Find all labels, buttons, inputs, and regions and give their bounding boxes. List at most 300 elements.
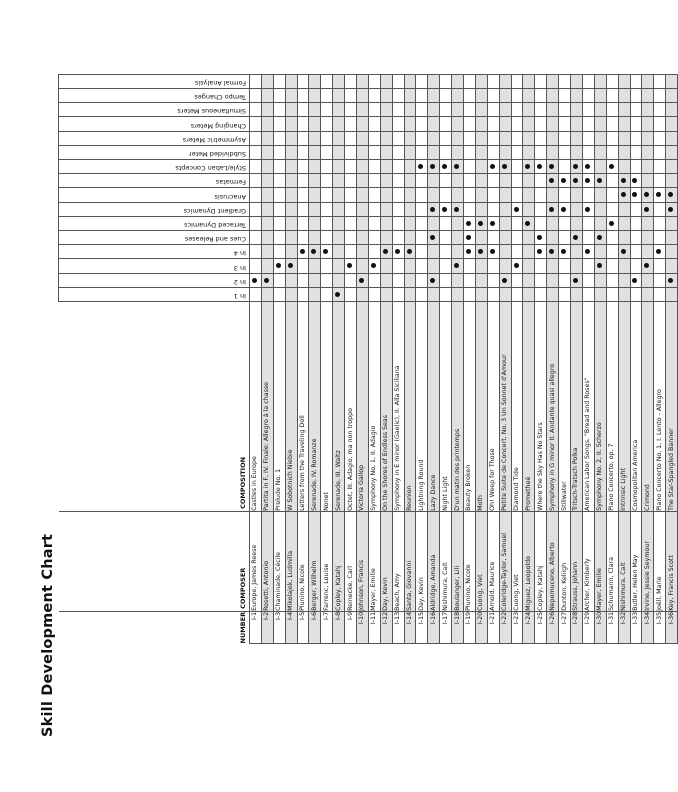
skill-header: Simultaneous Meters <box>177 107 246 116</box>
skill-cell <box>273 273 285 287</box>
skill-cell <box>309 160 321 174</box>
row-composer: Schumann, Clara <box>606 511 618 611</box>
skill-cell <box>666 230 678 244</box>
skill-cell <box>523 74 535 88</box>
skill-cell <box>594 245 606 259</box>
table-row <box>261 74 273 643</box>
table-row <box>487 74 499 643</box>
table-row <box>523 74 535 643</box>
row-composition: Symphony No. 1, II. Adagio <box>368 301 380 511</box>
skill-cell <box>571 145 583 159</box>
skill-cell <box>392 230 404 244</box>
table-row <box>368 74 380 643</box>
skill-cell <box>357 131 369 145</box>
skill-cell <box>404 103 416 117</box>
skill-cell <box>630 89 642 103</box>
skill-cell <box>559 117 571 131</box>
skill-cell <box>250 230 262 244</box>
skill-cell <box>487 74 499 88</box>
skill-cell <box>487 259 499 273</box>
skill-cell <box>416 160 428 174</box>
row-number: I-33 <box>630 611 642 643</box>
row-number: I-13 <box>392 611 404 643</box>
skill-cell <box>464 117 476 131</box>
skill-cell <box>345 89 357 103</box>
skill-cell <box>630 287 642 301</box>
skill-cell <box>475 287 487 301</box>
skill-cell <box>571 188 583 202</box>
skill-cell <box>499 259 511 273</box>
skill-header: Subdivided Meter <box>188 150 246 159</box>
skill-cell <box>416 103 428 117</box>
skill-cell <box>273 174 285 188</box>
row-composer: Strauss, Johann <box>571 511 583 611</box>
skill-cell <box>499 131 511 145</box>
table-row <box>582 74 594 643</box>
skill-header-cell <box>59 131 250 145</box>
skill-mark <box>430 207 435 212</box>
skill-mark <box>537 164 542 169</box>
skill-cell <box>499 273 511 287</box>
skill-cell <box>630 103 642 117</box>
skill-mark <box>490 164 495 169</box>
skill-cell <box>273 245 285 259</box>
skill-cell <box>571 259 583 273</box>
skill-cell <box>511 202 523 216</box>
skill-cell <box>261 174 273 188</box>
skill-cell <box>499 117 511 131</box>
skill-cell <box>333 103 345 117</box>
skill-cell <box>642 103 654 117</box>
skill-cell <box>297 131 309 145</box>
skill-cell <box>321 287 333 301</box>
skill-cell <box>523 89 535 103</box>
skill-header: Formal Analysis <box>194 79 246 88</box>
skill-cell <box>285 188 297 202</box>
row-composition: Intrinsic Light <box>618 301 630 511</box>
skill-cell <box>666 216 678 230</box>
skill-cell <box>475 160 487 174</box>
skill-cell <box>416 216 428 230</box>
row-composition: Oh! Weep for Those <box>487 301 499 511</box>
skill-cell <box>618 131 630 145</box>
skill-cell <box>571 216 583 230</box>
skill-cell <box>250 188 262 202</box>
skill-cell <box>487 273 499 287</box>
skill-cell <box>285 89 297 103</box>
skill-cell <box>618 89 630 103</box>
skill-mark <box>442 207 447 212</box>
skill-cell <box>666 74 678 88</box>
row-number: I-15 <box>416 611 428 643</box>
skill-cell <box>250 174 262 188</box>
skill-cell <box>440 74 452 88</box>
skill-cell <box>380 273 392 287</box>
table-row <box>606 74 618 643</box>
row-composer: Aldridge, Amanda <box>428 511 440 611</box>
skill-mark <box>644 263 649 268</box>
row-number: I-36 <box>666 611 678 643</box>
skill-cell <box>475 131 487 145</box>
skill-cell <box>452 89 464 103</box>
skill-cell <box>547 216 559 230</box>
skill-cell <box>392 188 404 202</box>
skill-cell <box>297 74 309 88</box>
table-row <box>309 74 321 643</box>
skill-cell <box>559 103 571 117</box>
skill-cell <box>428 259 440 273</box>
skill-header-cell <box>59 117 250 131</box>
skill-cell <box>345 287 357 301</box>
row-composer: Santa, Giovanni <box>404 511 416 611</box>
skill-cell <box>309 202 321 216</box>
skill-cell <box>511 174 523 188</box>
skill-mark <box>668 207 673 212</box>
skill-cell <box>666 287 678 301</box>
skill-mark <box>561 207 566 212</box>
row-composition: Lightning Round <box>416 301 428 511</box>
skill-cell <box>333 145 345 159</box>
skill-cell <box>547 202 559 216</box>
skill-cell <box>392 89 404 103</box>
skill-mark <box>609 164 614 169</box>
skill-cell <box>475 74 487 88</box>
skill-cell <box>475 188 487 202</box>
skill-cell <box>452 103 464 117</box>
row-composer: Arnold, Maurice <box>487 511 499 611</box>
skill-mark <box>656 249 661 254</box>
skill-cell <box>666 103 678 117</box>
skill-header-cell <box>59 74 250 88</box>
skill-cell <box>428 89 440 103</box>
skill-mark <box>454 207 459 212</box>
skill-cell <box>416 131 428 145</box>
skill-cell <box>321 245 333 259</box>
skill-cell <box>606 117 618 131</box>
skill-cell <box>297 230 309 244</box>
skill-mark <box>525 221 530 226</box>
table-row <box>630 74 642 643</box>
row-composer: Cuong, Viet <box>475 511 487 611</box>
table-row <box>666 74 678 643</box>
skill-cell <box>559 74 571 88</box>
skill-cell <box>392 273 404 287</box>
skill-table <box>58 74 678 644</box>
table-row <box>571 74 583 643</box>
skill-cell <box>297 273 309 287</box>
skill-cell <box>380 287 392 301</box>
skill-mark <box>573 178 578 183</box>
skill-cell <box>666 160 678 174</box>
skill-cell <box>285 131 297 145</box>
skill-cell <box>594 287 606 301</box>
row-composer: Mayer, Emilie <box>594 511 606 611</box>
row-number: I-27 <box>559 611 571 643</box>
skill-cell <box>368 103 380 117</box>
skill-mark <box>466 235 471 240</box>
skill-mark <box>430 235 435 240</box>
skill-mark <box>288 263 293 268</box>
skill-cell <box>666 245 678 259</box>
skill-cell <box>345 202 357 216</box>
table-row <box>475 74 487 643</box>
skill-cell <box>535 202 547 216</box>
row-number: I-26 <box>547 611 559 643</box>
table-row <box>404 74 416 643</box>
skill-cell <box>452 230 464 244</box>
table-row <box>273 74 285 643</box>
row-composition: D'un matin des printemps <box>452 301 464 511</box>
row-composer: Farrenc, Louise <box>321 511 333 611</box>
skill-cell <box>571 230 583 244</box>
skill-cell <box>321 89 333 103</box>
skill-cell <box>285 216 297 230</box>
skill-cell <box>582 145 594 159</box>
row-composition: Diamond Tide <box>511 301 523 511</box>
skill-cell <box>440 89 452 103</box>
skill-cell <box>511 131 523 145</box>
skill-cell <box>416 287 428 301</box>
skill-cell <box>416 145 428 159</box>
skill-cell <box>368 273 380 287</box>
skill-cell <box>571 160 583 174</box>
skill-cell <box>297 188 309 202</box>
skill-mark <box>549 207 554 212</box>
skill-cell <box>606 245 618 259</box>
skill-cell <box>535 230 547 244</box>
table-row <box>380 74 392 643</box>
row-composition: Symphony in G minor II. Andante quasi allegro <box>547 301 559 511</box>
skill-cell <box>261 245 273 259</box>
skill-cell <box>321 230 333 244</box>
skill-cell <box>440 145 452 159</box>
skill-cell <box>392 74 404 88</box>
skill-cell <box>261 230 273 244</box>
row-composer: Beach, Amy <box>392 511 404 611</box>
skill-mark <box>621 249 626 254</box>
row-composition: Serenade, IV. Romanze <box>309 301 321 511</box>
skill-cell <box>630 188 642 202</box>
skill-cell <box>666 89 678 103</box>
skill-cell <box>297 117 309 131</box>
row-composition: On the Shores of Endless Seas <box>380 301 392 511</box>
row-number: I-30 <box>594 611 606 643</box>
row-composer: Butler, Helen May <box>630 511 642 611</box>
skill-cell <box>523 117 535 131</box>
row-composition: Where the Sky Has No Stars <box>535 301 547 511</box>
skill-cell <box>559 230 571 244</box>
skill-cell <box>475 103 487 117</box>
skill-cell <box>535 131 547 145</box>
skill-cell <box>416 74 428 88</box>
page-title: Skill Development Chart <box>40 533 56 737</box>
skill-cell <box>309 74 321 88</box>
skill-cell <box>582 103 594 117</box>
row-composition: Symphony in E minor (Gaelic), II. Alla Siciliana <box>392 301 404 511</box>
skill-mark <box>347 263 352 268</box>
skill-cell <box>297 245 309 259</box>
skill-cell <box>475 117 487 131</box>
table-row <box>499 74 511 643</box>
skill-cell <box>321 174 333 188</box>
skill-cell <box>642 202 654 216</box>
skill-cell <box>582 174 594 188</box>
row-composition: Serenade, III. Waltz <box>333 301 345 511</box>
skill-mark <box>656 193 661 198</box>
skill-cell <box>594 188 606 202</box>
skill-cell <box>594 174 606 188</box>
table-body <box>250 74 678 643</box>
skill-cell <box>606 202 618 216</box>
skill-mark <box>478 249 483 254</box>
skill-cell <box>582 273 594 287</box>
skill-mark <box>454 263 459 268</box>
skill-cell <box>368 230 380 244</box>
skill-cell <box>345 245 357 259</box>
skill-cell <box>321 145 333 159</box>
skill-cell <box>630 245 642 259</box>
skill-cell <box>321 202 333 216</box>
skill-mark <box>335 292 340 297</box>
skill-cell <box>333 273 345 287</box>
table-row <box>452 74 464 643</box>
skill-cell <box>582 160 594 174</box>
skill-cell <box>273 117 285 131</box>
skill-cell <box>606 103 618 117</box>
skill-header-cell <box>59 145 250 159</box>
skill-cell <box>297 287 309 301</box>
skill-cell <box>428 145 440 159</box>
skill-cell <box>333 89 345 103</box>
skill-cell <box>582 74 594 88</box>
skill-cell <box>499 202 511 216</box>
skill-cell <box>618 117 630 131</box>
skill-mark <box>549 249 554 254</box>
row-composition: The Star-Spangled Banner <box>666 301 678 511</box>
skill-cell <box>499 103 511 117</box>
skill-cell <box>523 188 535 202</box>
skill-cell <box>523 202 535 216</box>
skill-cell <box>630 160 642 174</box>
skill-header: Anacrusis <box>214 192 246 201</box>
skill-cell <box>499 89 511 103</box>
skill-mark <box>407 249 412 254</box>
skill-cell <box>273 287 285 301</box>
table-row <box>654 74 666 643</box>
skill-cell <box>618 74 630 88</box>
skill-cell <box>654 245 666 259</box>
skill-cell <box>273 230 285 244</box>
row-composition: Piano Concerto No. 1, I. Lento - Allegro <box>654 301 666 511</box>
skill-mark <box>514 263 519 268</box>
skill-cell <box>571 131 583 145</box>
skill-mark <box>668 193 673 198</box>
skill-mark <box>323 249 328 254</box>
skill-cell <box>345 103 357 117</box>
row-number: I-18 <box>452 611 464 643</box>
skill-cell <box>547 188 559 202</box>
skill-cell <box>642 131 654 145</box>
skill-cell <box>368 174 380 188</box>
skill-cell <box>606 89 618 103</box>
skill-cell <box>630 117 642 131</box>
skill-mark <box>418 164 423 169</box>
skill-cell <box>285 103 297 117</box>
skill-cell <box>380 145 392 159</box>
skill-cell <box>416 89 428 103</box>
row-number: I-3 <box>273 611 285 643</box>
skill-cell <box>285 74 297 88</box>
skill-cell <box>333 74 345 88</box>
skill-cell <box>511 188 523 202</box>
skill-cell <box>654 216 666 230</box>
skill-cell <box>582 117 594 131</box>
table-row <box>594 74 606 643</box>
skill-cell <box>273 202 285 216</box>
skill-cell <box>642 245 654 259</box>
skill-cell <box>273 103 285 117</box>
skill-cell <box>392 174 404 188</box>
skill-cell <box>357 160 369 174</box>
skill-cell <box>547 117 559 131</box>
skill-cell <box>499 174 511 188</box>
skill-cell <box>392 160 404 174</box>
number-header: NUMBER <box>239 611 247 644</box>
skill-cell <box>487 145 499 159</box>
row-number: I-14 <box>404 611 416 643</box>
skill-cell <box>511 103 523 117</box>
skill-cell <box>547 259 559 273</box>
skill-cell <box>392 131 404 145</box>
skill-cell <box>285 160 297 174</box>
skill-cell <box>380 245 392 259</box>
row-composer: Key, Francis Scott <box>666 511 678 611</box>
skill-cell <box>630 230 642 244</box>
skill-mark <box>597 263 602 268</box>
skill-cell <box>250 160 262 174</box>
skill-cell <box>654 188 666 202</box>
skill-cell <box>487 245 499 259</box>
skill-cell <box>309 245 321 259</box>
skill-cell <box>250 259 262 273</box>
skill-cell <box>285 145 297 159</box>
skill-cell <box>666 259 678 273</box>
skill-cell <box>547 89 559 103</box>
skill-cell <box>464 259 476 273</box>
skill-cell <box>297 259 309 273</box>
skill-cell <box>250 202 262 216</box>
skill-mark <box>264 278 269 283</box>
skill-mark <box>585 207 590 212</box>
skill-cell <box>357 230 369 244</box>
skill-cell <box>380 188 392 202</box>
skill-cell <box>559 89 571 103</box>
skill-cell <box>440 103 452 117</box>
skill-cell <box>547 103 559 117</box>
skill-cell <box>357 273 369 287</box>
skill-mark <box>609 221 614 226</box>
skill-cell <box>309 188 321 202</box>
skill-mark <box>359 278 364 283</box>
skill-header: In 1 <box>233 291 246 300</box>
skill-cell <box>368 89 380 103</box>
skill-cell <box>452 216 464 230</box>
skill-mark <box>525 164 530 169</box>
skill-cell <box>642 74 654 88</box>
skill-cell <box>487 188 499 202</box>
skill-cell <box>440 202 452 216</box>
skill-cell <box>523 160 535 174</box>
